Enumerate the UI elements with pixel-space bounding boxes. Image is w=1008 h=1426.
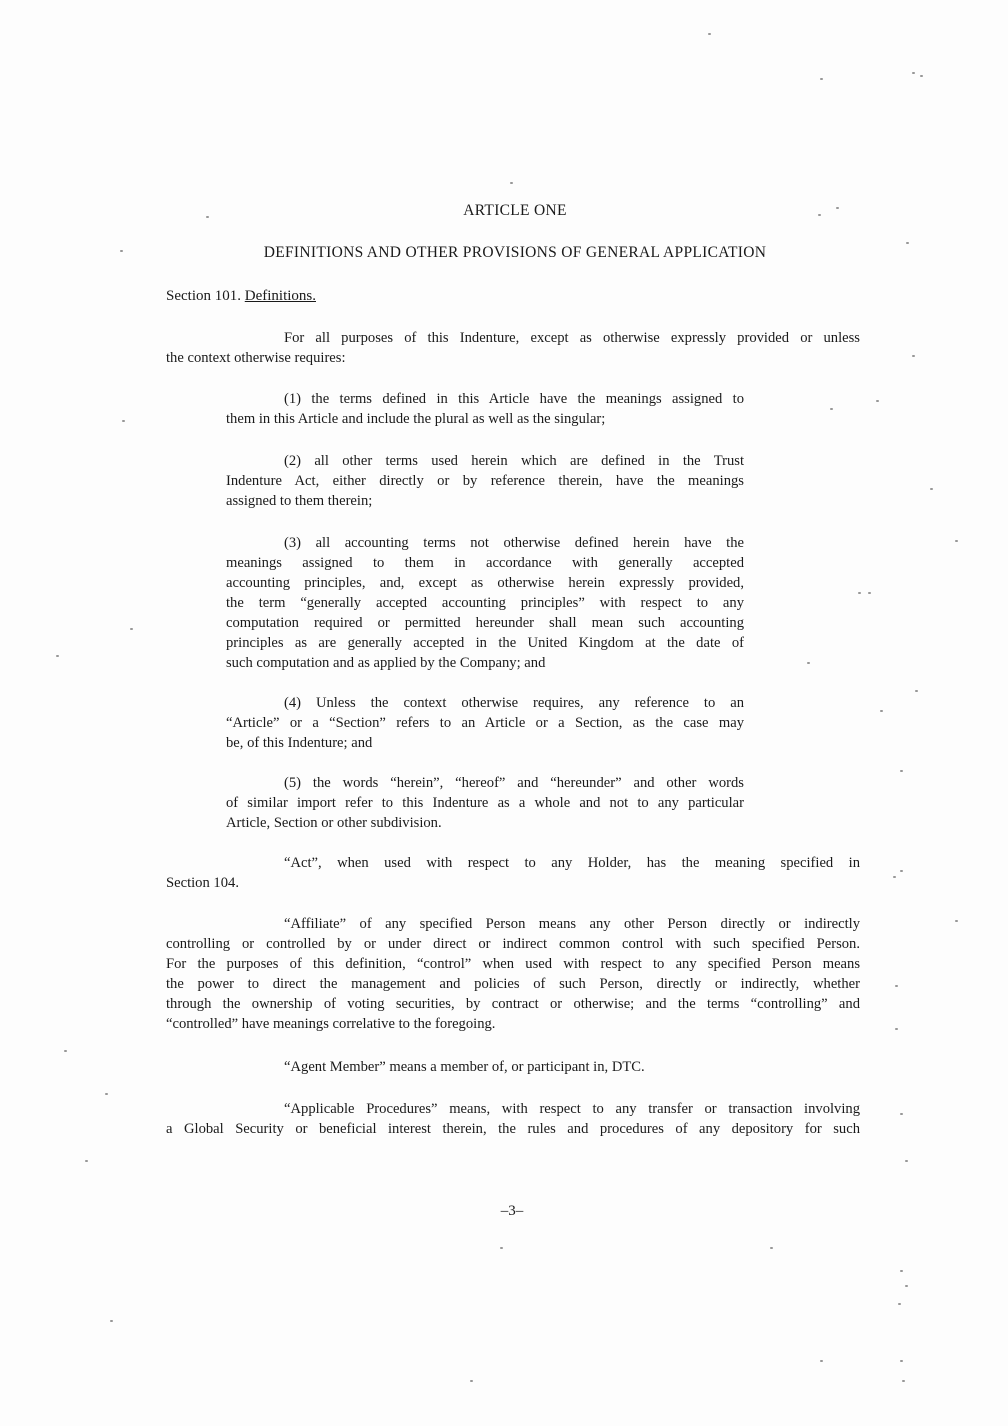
clause-line: assigned to them therein; [226,493,373,509]
definition-line: controlling or controlled by or under direct or indirect common control with such specified Person. [166,936,860,952]
clause-2 [226,451,744,511]
page-number: –3– [500,1203,524,1219]
article-title: ARTICLE ONE [463,202,567,219]
definition-line: “controlled” have meanings correlative to the foregoing. [166,1016,496,1032]
definition-agent-member [166,1057,860,1077]
clause-line: of similar import refer to this Indenture as a whole and not to any particular [226,795,744,811]
intro-line: For all purposes of this Indenture, except as otherwise expressly provided or unless [284,330,860,346]
section-heading [166,288,316,305]
clause-line: principles as are generally accepted in the United Kingdom at the date of [226,635,744,651]
clause-line: (3) all accounting terms not otherwise defined herein have the [284,535,744,551]
article-subtitle: DEFINITIONS AND OTHER PROVISIONS OF GENERAL APPLICATION [263,244,767,261]
clause-line: the term “generally accepted accounting principles” with respect to any [226,595,744,611]
definition-affiliate [166,914,860,1034]
clause-line: be, of this Indenture; and [226,735,373,751]
definition-act [166,853,860,893]
definition-line: the power to direct the management and policies of such Person, directly or indirectly, whether [166,976,860,992]
definition-applicable-procedures [166,1099,860,1139]
clause-line: such computation and as applied by the Company; and [226,655,546,671]
definition-line: a Global Security or beneficial interest therein, the rules and procedures of any depository for such [166,1121,860,1137]
definition-line: “Agent Member” means a member of, or participant in, DTC. [284,1059,645,1075]
clause-line: (2) all other terms used herein which are defined in the Trust [284,453,744,469]
intro-paragraph [166,328,860,368]
clause-line: computation required or permitted hereunder shall mean such accounting [226,615,744,631]
definition-line: “Applicable Procedures” means, with respect to any transfer or transaction involving [284,1101,860,1117]
clause-line: Article, Section or other subdivision. [226,815,442,831]
intro-line: the context otherwise requires: [166,350,346,366]
clause-line: accounting principles, and, except as otherwise herein expressly provided, [226,575,744,591]
definition-line: “Act”, when used with respect to any Holder, has the meaning specified in [284,855,860,871]
clause-line: them in this Article and include the plural as well as the singular; [226,411,606,427]
definition-line: through the ownership of voting securities, by contract or otherwise; and the terms “controlling” and [166,996,860,1012]
clause-5 [226,773,744,833]
clause-line: meanings assigned to them in accordance with generally accepted [226,555,744,571]
definition-line: Section 104. [166,875,239,891]
clause-line: Indenture Act, either directly or by reference therein, have the meanings [226,473,744,489]
section-number: Section 101. [166,288,241,304]
section-title: Definitions. [244,288,316,304]
clause-1 [226,389,744,429]
clause-line: (1) the terms defined in this Article have the meanings assigned to [284,391,744,407]
clause-4 [226,693,744,753]
definition-line: For the purposes of this definition, “control” when used with respect to any specified Person means [166,956,860,972]
definition-line: “Affiliate” of any specified Person means any other Person directly or indirectly [284,916,860,932]
clause-line: (4) Unless the context otherwise requires, any reference to an [284,695,744,711]
clause-line: “Article” or a “Section” refers to an Article or a Section, as the case may [226,715,744,731]
clause-3 [226,533,744,673]
clause-line: (5) the words “herein”, “hereof” and “hereunder” and other words [284,775,744,791]
